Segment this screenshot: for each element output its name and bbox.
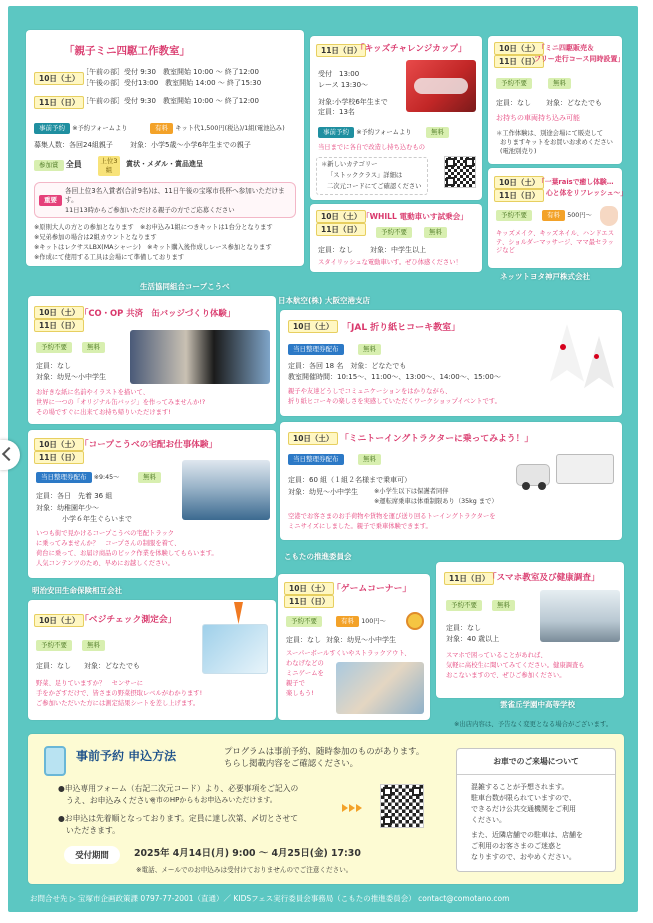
game-desc: ミニゲームを [286, 670, 324, 677]
origami-plane-icon [550, 324, 584, 388]
org-hibarigaoka: 雲雀丘学園中高等学校 [500, 700, 575, 709]
kidscup-reserve-note: ※予約フォームより [356, 129, 412, 136]
veggie-day: 10日（土） [34, 614, 84, 627]
veggie-free: 無料 [82, 640, 105, 651]
tractor-photo [516, 450, 618, 494]
apply-b2b: いただきます。 [66, 826, 120, 835]
jal-times: 教室開催時間：10:15～、11:00～、13:00～、14:00～、15:00～ [288, 373, 501, 381]
mini4wd-bullet: ※原則大人の方との参加となります ※お申込み1組につきキットは1台分となります [34, 224, 273, 231]
card-mini4wd-workshop [26, 30, 304, 266]
refresh-desc: キッズメイク、キッズネイル、ハンドエステ、ショルダーマッサージ、ママ最セラッジなど [496, 230, 615, 254]
hand-icon [600, 206, 618, 226]
card-smartphone-health [436, 562, 624, 698]
badge-photo [130, 330, 270, 384]
kidscup-title: 「キッズチャレンジカップ」 [356, 44, 467, 54]
game-target: 対象：幼児～小中学生 [326, 636, 396, 644]
footer-contact: お問合せ先 ▷ 宝塚市企画政策課 0797-77-2001（直通）／ KIDSフェス実行委員会事務局（こもたの推進委員会） contact@comotano.com [30, 894, 510, 903]
smartphone-icon [44, 746, 66, 776]
card-veggie-check [28, 600, 276, 720]
card-kids-challenge-cup [310, 36, 482, 200]
tractor-n1: ※小学生以下は保護者同伴 [374, 488, 449, 495]
jal-desc: 親子や友達どうしでコミュニケーションをはかりながら、 [288, 388, 452, 395]
org-meiji-yasuda: 明治安田生命保険相互会社 [32, 586, 122, 595]
tractor-desc: ミニサイズにしました。親子で乗車体験できます。 [288, 523, 432, 530]
jal-free: 無料 [358, 344, 381, 355]
delivery-target: 小学６年生ぐらいまで [62, 515, 132, 523]
freerun-b3: (電池別売り) [500, 148, 537, 155]
car-text: ご利用のお客さまのご迷惑と [471, 842, 562, 850]
period-label: 受付期間 [64, 846, 120, 864]
kidscup-race: レース 13:30～ [318, 81, 369, 89]
whill-free: 無料 [424, 227, 447, 238]
apply-b1c: ※市のHPからもお申込みいただけます。 [150, 796, 277, 804]
refresh-day: 10日（土） [494, 176, 544, 189]
veggie-cap: 定員：なし [36, 662, 71, 670]
mini4wd-day10: 10日（土） [34, 72, 84, 85]
badge-title: 「CO・OP 共済 缶バッジづくり体験」 [80, 308, 236, 318]
tractor-title: 「ミニトーイングトラクターに乗ってみよう！」 [340, 434, 534, 444]
health-cap: 定員：なし [446, 624, 481, 632]
apply-lead: ちらし掲載内容をご確認ください。 [224, 758, 358, 768]
health-title: 「スマホ教室及び健康調査」 [488, 573, 600, 583]
game-desc: わなげなどの [286, 660, 324, 667]
health-free: 無料 [492, 600, 515, 611]
tractor-cap: 定員：60 組（１組２名様まで乗車可） [288, 476, 412, 484]
org-jal: 日本航空(株) 大阪空港支店 [278, 296, 370, 305]
delivery-title: 「コープこうべの宅配お仕事体験」 [80, 440, 218, 450]
jal-tag: 当日整理券配布 [288, 344, 344, 355]
mini4wd-day11: 11日（日） [34, 96, 84, 109]
kidscup-day: 11日（日） [316, 44, 366, 57]
card-jal-origami [280, 310, 622, 416]
org-comotano: こもたの推進委員会 [284, 552, 352, 561]
mini4wd-reserve-badge: 事前予約 [34, 123, 70, 134]
refresh-title: 心と体をリフレッシュ～」 [546, 189, 628, 197]
kidscup-category-box [316, 157, 428, 195]
veggie-desc: ご参加いただいた方には測定結果シートを差し上げます。 [36, 700, 200, 707]
period: 2025年 4月14日(月) 9:00 ～ 4月25日(金) 17:30 [134, 848, 361, 859]
game-title: 「ゲームコーナー」 [332, 584, 412, 594]
delivery-day: 11日（日） [34, 451, 84, 464]
game-fee: 100円～ [361, 618, 386, 625]
badge-desc: 世界に一つの「オリジナル缶バッジ」を作ってみませんか!? [36, 399, 206, 406]
whill-cap: 定員：なし [318, 246, 353, 254]
kidscup-target: 対象:小学校6年生まで [318, 98, 388, 106]
mini4wd-paid-badge: 有料 [150, 123, 173, 134]
health-target: 対象：40 歳以上 [446, 635, 500, 643]
car-notice-box [456, 748, 616, 872]
delivery-day: 10日（土） [34, 438, 84, 451]
health-noreserve: 予約不要 [446, 600, 482, 611]
badge-target: 対象：幼児～小中学生 [36, 373, 106, 381]
mini4wd-bullet: ※兄弟参加の場合は2組カウントとなります [34, 234, 157, 241]
health-desc: スマホで困っていることがあれば、 [446, 652, 547, 659]
chevron-left-icon [2, 447, 16, 461]
kidscup-free-badge: 無料 [426, 127, 449, 138]
card-coop-badge [28, 296, 276, 424]
kidscup-cat1: ＊新しいカテゴリー [321, 161, 378, 168]
toy-icon [406, 612, 424, 630]
mini4wd-title: 「親子ミニ四駆工作教室」 [64, 45, 190, 57]
arrow-icon [342, 804, 363, 815]
mini4wd-notice-box [34, 182, 296, 218]
kidscup-reserve-badge: 事前予約 [318, 127, 354, 138]
car-text: できるだけ公共交通機関をご利用 [471, 805, 576, 813]
carrot-icon [234, 602, 243, 624]
mini4wd-top3-prize: 賞状・メダル・賞品進呈 [126, 160, 203, 168]
jal-desc: 折り紙ヒコーキの楽しさを実感していただくワークショップイベントです。 [288, 398, 501, 405]
veggie-desc: 野菜、足りていますか？ センサーに [36, 680, 144, 687]
car-title: お車でのご来場について [457, 757, 615, 775]
delivery-desc: 人気コンテンツのため、早めにお越しください。 [36, 560, 174, 567]
mini4wd-recruit: 募集人数：各回24組親子 [34, 141, 113, 149]
freerun-free: 無料 [548, 78, 571, 89]
card-coop-delivery [28, 430, 276, 578]
apply-title: 事前予約 申込方法 [76, 749, 177, 763]
card-application-method [28, 734, 624, 884]
flyer-back-page [8, 6, 638, 912]
apply-b1: ●申込専用フォーム（右記二次元コード）より、必要事項をご記入の [58, 784, 299, 793]
game-photo [336, 662, 424, 714]
kidscup-cap: 定員：13名 [318, 108, 355, 116]
mini4wd-notice2: 11日13時からご参加いただける親子の方でご応募ください [65, 206, 235, 214]
health-photo [540, 590, 620, 642]
tractor-free: 無料 [358, 454, 381, 465]
jal-day: 10日（土） [288, 320, 338, 333]
freerun-b1: ＊工作体験は、別途会場にて販売して [496, 130, 604, 137]
jal-cap: 定員：各回 18 名 対象：どなたでも [288, 362, 407, 370]
game-paid: 有料 [336, 616, 359, 627]
tractor-tag: 当日整理券配布 [288, 454, 344, 465]
apply-b2: ●お申込は先着順となっております。定員に達し次第、〆切とさせて [58, 814, 299, 823]
game-cap: 定員：なし [286, 636, 321, 644]
game-desc: 親子で [286, 680, 305, 687]
health-day: 11日（日） [444, 572, 494, 585]
card-refresh-experience [488, 168, 628, 268]
car-text: 混雑することが予想されます。 [471, 783, 569, 791]
org-netz-toyota: ネッツトヨタ神戸株式会社 [500, 272, 590, 281]
badge-day: 11日（日） [34, 319, 84, 332]
mini4wd-am: ［午前の部］受付 9:30 教室開始 10:00 ～ 終了12:00 [82, 68, 259, 76]
kidscup-reception: 受付 13:00 [318, 70, 360, 78]
freerun-noreserve: 予約不要 [496, 78, 532, 89]
apply-qr-code[interactable] [380, 784, 424, 828]
tractor-desc: 空港でお客さまのお手荷物や貨物を運び送り回るトーイングトラクターを [288, 513, 496, 520]
delivery-cap: 定員：各日 先着 36 組 [36, 492, 113, 500]
freerun-day: 10日（土） [494, 42, 544, 55]
jal-title: 「JAL 折り紙ヒコーキ教室」 [342, 323, 461, 333]
mini4wd-reserve-note: ※予約フォームより [72, 125, 128, 132]
badge-cap: 定員：なし [36, 362, 71, 370]
badge-desc: その場ですぐに出来てお持ち帰りいただけます! [36, 409, 171, 416]
delivery-desc: に乗ってみませんか？ コープさんの制服を着て、 [36, 540, 181, 547]
period-note: ※電話、メールでのお申込みは受付けておりませんのでご注意ください。 [136, 866, 353, 874]
card-whill-wheelchair [310, 204, 482, 272]
whill-noreserve: 予約不要 [376, 227, 412, 238]
freerun-b2: おりますキットをお買いお求めください [500, 139, 613, 146]
game-desc: 楽しもう! [286, 690, 314, 697]
tractor-n2: ※運転席乗車は体重制限あり（35kg まで） [374, 498, 498, 505]
refresh-paid: 有料 [542, 210, 565, 221]
apply-b1b: うえ、お申込みください。 [66, 796, 161, 805]
freerun-day: 11日（日） [494, 55, 544, 68]
refresh-fee: 500円～ [567, 212, 592, 219]
kidscup-cat3: 二次元コードにてご確認ください [327, 183, 422, 190]
change-note: ※出店内容は、予告なく変更となる場合がございます。 [454, 720, 613, 728]
refresh-noreserve: 予約不要 [496, 210, 532, 221]
mini4wd-bullet: ※キットはレクサスLBX(MAシャーシ) ※キット購入後作成しレース参加となります [34, 244, 272, 251]
freerun-cap: 定員：なし [496, 99, 531, 107]
game-day: 11日（日） [284, 595, 334, 608]
freerun-note: お持ちの車両持ち込み可能 [496, 114, 580, 122]
game-noreserve: 予約不要 [286, 616, 322, 627]
mini4wd-target: 対象：小学5歳～小学6年生までの親子 [130, 141, 251, 149]
veggie-device-photo [202, 624, 268, 674]
card-free-run-course [488, 36, 625, 164]
kidscup-note: 当日までに各自で改造し持ち込むもの [318, 144, 426, 151]
car-text: また、近隣店舗での駐車は、店舗を [471, 831, 583, 839]
delivery-target: 対象：幼稚園年少～ [36, 504, 99, 512]
badge-noreserve: 予約不要 [36, 342, 72, 353]
whill-note: スタイリッシュな電動車いす。ぜひ体感ください！ [318, 259, 462, 266]
mini4wd-notice1: 各回上位3名入賞者(合計9名)は、11日午後の宝塚市長杯へ参加いただけます。 [65, 187, 285, 204]
whill-title: 「WHILL 電動車いす試乗会」 [362, 212, 468, 221]
health-desc: 気軽に高校生に聞いてみてください。健康調査も [446, 662, 585, 669]
org-coop-kobe: 生活協同組合コープこうべ [140, 282, 230, 291]
badge-desc: お好きな紙に名前やイラストを描いて、 [36, 389, 150, 396]
kidscup-cat2: 「ストッククラス」詳細は [327, 172, 403, 179]
apply-lead: プログラムは事前予約、随時参加のものがあります。 [224, 746, 425, 756]
freerun-target: 対象：どなたでも [546, 99, 602, 107]
car-text: 駐車台数が限られていますので、 [471, 794, 576, 802]
whill-day: 11日（日） [316, 223, 366, 236]
card-towing-tractor [280, 422, 622, 540]
refresh-day: 11日（日） [494, 189, 544, 202]
whill-day: 10日（土） [316, 210, 366, 223]
car-text: ください。 [471, 816, 506, 824]
freerun-title: フリー走行コース同時設置」 [534, 55, 625, 63]
health-desc: おこないますので、ぜひご参加ください。 [446, 672, 566, 679]
mini4wd-notice-label: 重要 [39, 195, 62, 206]
tractor-day: 10日（土） [288, 432, 338, 445]
delivery-tag: 当日整理券配布 [36, 472, 92, 483]
freerun-title: 「ミニ四駆販売＆ [538, 44, 594, 52]
tractor-target: 対象：幼児～小中学生 [288, 488, 358, 496]
kidscup-photo [406, 60, 476, 112]
mini4wd-am11: ［午前の部］受付 9:30 教室開始 10:00 ～ 終了12:00 [82, 97, 259, 105]
card-game-corner [278, 574, 430, 720]
delivery-desc: 荷台に乗って、お届け商品のピック作業を体験してもらいます。 [36, 550, 218, 557]
mini4wd-fee: キット代1,500円(税込)/1組(電池込み) [175, 125, 285, 132]
mini4wd-bullet: ※作成にて使用する工具は会場にて準備しております [34, 254, 185, 261]
kidscup-qr-code[interactable] [444, 156, 476, 188]
delivery-free: 無料 [138, 472, 161, 483]
delivery-desc: いつも街で見かけるコープこうべの宅配トラック [36, 530, 175, 537]
mini4wd-prize-label: 参加賞 [34, 160, 64, 171]
refresh-title: 「一葉raisで癒し体験… [538, 178, 614, 186]
badge-day: 10日（土） [34, 306, 84, 319]
veggie-title: 「ベジチェック測定会」 [80, 615, 177, 625]
mini4wd-prize: 全員 [65, 160, 82, 169]
mini4wd-pm: ［午後の部］受付13:00 教室開始 14:00 ～ 終了15:30 [82, 79, 262, 87]
veggie-target: 対象：どなたでも [84, 662, 140, 670]
game-day: 10日（土） [284, 582, 334, 595]
whill-target: 対象：中学生以上 [370, 246, 426, 254]
mini4wd-top3: 上位3組 [98, 156, 120, 176]
origami-plane-icon [584, 336, 614, 394]
veggie-desc: 手をかざすだけで、皆さまの野菜摂取レベルがわかります! [36, 690, 203, 697]
delivery-time: ※9:45～ [93, 474, 120, 481]
badge-free: 無料 [82, 342, 105, 353]
car-text: なりますので、おやめください。 [471, 853, 576, 861]
game-desc: スーパーボールすくいやストラックアウト、 [286, 650, 411, 657]
veggie-noreserve: 予約不要 [36, 640, 72, 651]
delivery-photo [182, 460, 270, 520]
